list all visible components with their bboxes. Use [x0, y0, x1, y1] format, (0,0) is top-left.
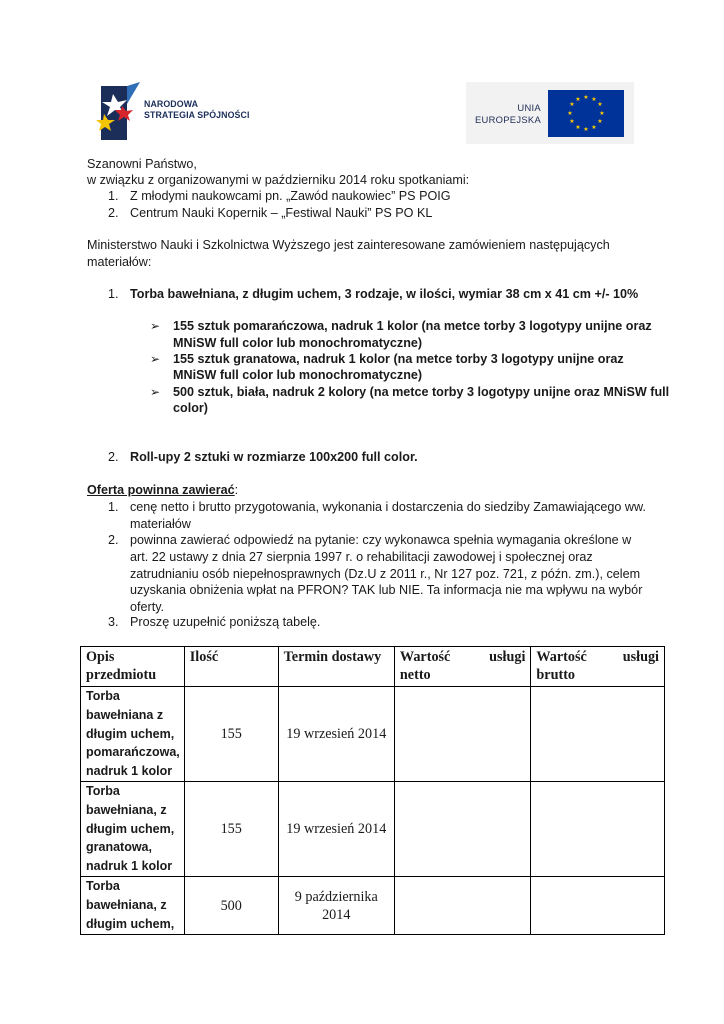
- desc-line: bawełniana z: [86, 707, 164, 722]
- arrow-bullet-icon: ➢: [150, 352, 161, 366]
- point-line: zatrudnianiu osób niepełnosprawnych (Dz.U z 2011 r., Nr 127 poz. 721, z późn. zm.), celem: [130, 566, 641, 581]
- intro-line: w związku z organizowanymi w październiku 2014 roku spotkaniami:: [87, 173, 470, 187]
- header-text: Opis: [86, 649, 115, 665]
- row-delivery-date: 19 wrzesień 2014: [278, 687, 394, 782]
- meeting-number: 1.: [108, 189, 119, 203]
- row-quantity: 500: [184, 877, 278, 935]
- point-number: 1.: [108, 500, 119, 514]
- desc-line: nadruk 1 kolor: [86, 859, 173, 874]
- header-text: Wartość: [399, 649, 451, 665]
- point-line: uzyskania obniżenia wpłat na PFRON? TAK lub NIE. Ta informacja nie ma wpływu na wybór: [130, 583, 643, 598]
- desc-line: pomarańczowa,: [86, 745, 180, 760]
- header-delivery-date: Termin dostawy: [278, 647, 394, 687]
- desc-line: Torba: [86, 879, 120, 893]
- eu-logo-text: [466, 102, 541, 126]
- arrow-bullet-icon: ➢: [150, 385, 161, 399]
- desc-line: Torba: [86, 784, 120, 798]
- point-number: 3.: [108, 615, 119, 629]
- ministry-line-2: materiałów:: [87, 255, 152, 269]
- offer-heading-colon: :: [234, 483, 239, 497]
- arrow-bullet-icon: ➢: [150, 319, 161, 333]
- desc-line: długim uchem,: [86, 821, 175, 836]
- svg-text:★: ★: [567, 110, 573, 117]
- svg-text:★: ★: [591, 124, 597, 131]
- row-net-value-cell: [394, 782, 530, 877]
- desc-line: długim uchem,: [86, 726, 175, 741]
- point-line: powinna zawierać odpowiedź na pytanie: czy wykonawca spełnia wymagania określone w: [130, 533, 632, 547]
- date-line: 9 października: [294, 888, 378, 905]
- svg-text:★: ★: [583, 94, 589, 101]
- eu-line2: EUROPEJSKA: [474, 114, 541, 125]
- point-line: Proszę uzupełnić poniższą tabelę.: [130, 615, 321, 629]
- svg-text:★: ★: [599, 110, 605, 117]
- header-text: netto: [399, 667, 431, 683]
- row-quantity: 155: [184, 687, 278, 782]
- point-line: art. 22 ustawy z dnia 27 sierpnia 1997 r. o rehabilitacji zawodowej i społecznej oraz: [130, 549, 593, 564]
- row-gross-value-cell: [531, 782, 665, 877]
- row-net-value-cell: [394, 687, 530, 782]
- meeting-text: Centrum Nauki Kopernik – „Festiwal Nauki” PS PO KL: [130, 206, 433, 220]
- point-number: 2.: [108, 533, 119, 547]
- nss-line1: NARODOWA: [144, 99, 199, 109]
- row-description: [81, 687, 185, 782]
- row-delivery-date: 19 wrzesień 2014: [278, 782, 394, 877]
- header-text: brutto: [536, 667, 576, 683]
- eu-logo: [466, 82, 634, 144]
- nss-logo-text: [144, 99, 250, 121]
- item-title: Roll-upy 2 sztuki w rozmiarze 100x200 full color.: [130, 450, 418, 464]
- variant-line: 155 sztuk granatowa, nadruk 1 kolor (na metce torby 3 logotypy unijne oraz: [173, 352, 624, 366]
- item-number: 1.: [108, 287, 119, 301]
- row-description: [81, 782, 185, 877]
- svg-text:★: ★: [597, 101, 603, 108]
- point-text: [130, 532, 642, 616]
- offer-heading-text: Oferta powinna zawierać: [87, 483, 235, 497]
- table-header-row: [81, 647, 665, 687]
- desc-line: nadruk 1 kolor: [86, 764, 173, 779]
- row-quantity: 155: [184, 782, 278, 877]
- table-row: [81, 877, 665, 935]
- nss-emblem-icon: [96, 80, 142, 146]
- eu-flag-icon: [548, 90, 624, 137]
- svg-text:★: ★: [569, 118, 575, 125]
- table-row: [81, 687, 665, 782]
- point-line: oferty.: [130, 600, 165, 615]
- svg-text:★: ★: [575, 96, 581, 103]
- nss-logo: [96, 80, 256, 146]
- item-title: Torba bawełniana, z długim uchem, 3 rodzaje, w ilości, wymiar 38 cm x 41 cm +/- 10%: [130, 287, 639, 301]
- point-text: [130, 614, 320, 631]
- row-delivery-date: [278, 877, 394, 935]
- variant-line: 155 sztuk pomarańczowa, nadruk 1 kolor (na metce torby 3 logotypy unijne oraz: [173, 319, 652, 333]
- greeting: Szanowni Państwo,: [87, 157, 197, 171]
- svg-text:★: ★: [597, 118, 603, 125]
- eu-line1: UNIA: [517, 102, 541, 113]
- header-net-value: [394, 647, 530, 687]
- variant-line: MNiSW full color lub monochromatyczne): [173, 336, 423, 350]
- desc-line: długim uchem,: [86, 916, 175, 931]
- variant-line: 500 sztuk, biała, nadruk 2 kolory (na metce torby 3 logotypy unijne oraz MNiSW full: [173, 385, 670, 399]
- meeting-number: 2.: [108, 206, 119, 220]
- svg-text:★: ★: [583, 126, 589, 133]
- header-text: usługi: [622, 649, 659, 665]
- header-text: Wartość: [536, 649, 587, 665]
- desc-line: granatowa,: [86, 840, 152, 855]
- offer-table: [80, 646, 665, 935]
- header-description: [81, 647, 185, 687]
- svg-text:★: ★: [575, 124, 581, 131]
- row-net-value-cell: [394, 877, 530, 935]
- header-text: usługi: [489, 649, 526, 665]
- svg-text:★: ★: [591, 96, 597, 103]
- ministry-line-1: Ministerstwo Nauki i Szkolnictwa Wyższego jest zainteresowane zamówieniem następujących: [87, 238, 610, 252]
- meeting-text: Z młodymi naukowcami pn. „Zawód naukowiec” PS POIG: [130, 189, 451, 203]
- row-description: [81, 877, 185, 935]
- desc-line: bawełniana, z: [86, 802, 167, 817]
- header-quantity: Ilość: [184, 647, 278, 687]
- variant-line: MNiSW full color lub monochromatyczne): [173, 368, 423, 382]
- desc-line: bawełniana, z: [86, 897, 167, 912]
- point-line: materiałów: [130, 516, 191, 531]
- svg-text:★: ★: [569, 101, 575, 108]
- row-gross-value-cell: [531, 687, 665, 782]
- header-gross-value: [531, 647, 665, 687]
- date-line: 2014: [322, 906, 351, 923]
- point-text: [130, 499, 646, 533]
- header-text: przedmiotu: [86, 667, 157, 683]
- nss-line2: STRATEGIA SPÓJNOŚCI: [144, 110, 250, 120]
- desc-line: Torba: [86, 689, 120, 703]
- offer-heading: [87, 482, 238, 499]
- table-row: [81, 782, 665, 877]
- point-line: cenę netto i brutto przygotowania, wykonania i dostarczenia do siedziby Zamawiającego ww.: [130, 500, 646, 514]
- variant-line: color): [173, 401, 208, 415]
- row-gross-value-cell: [531, 877, 665, 935]
- item-number: 2.: [108, 450, 119, 464]
